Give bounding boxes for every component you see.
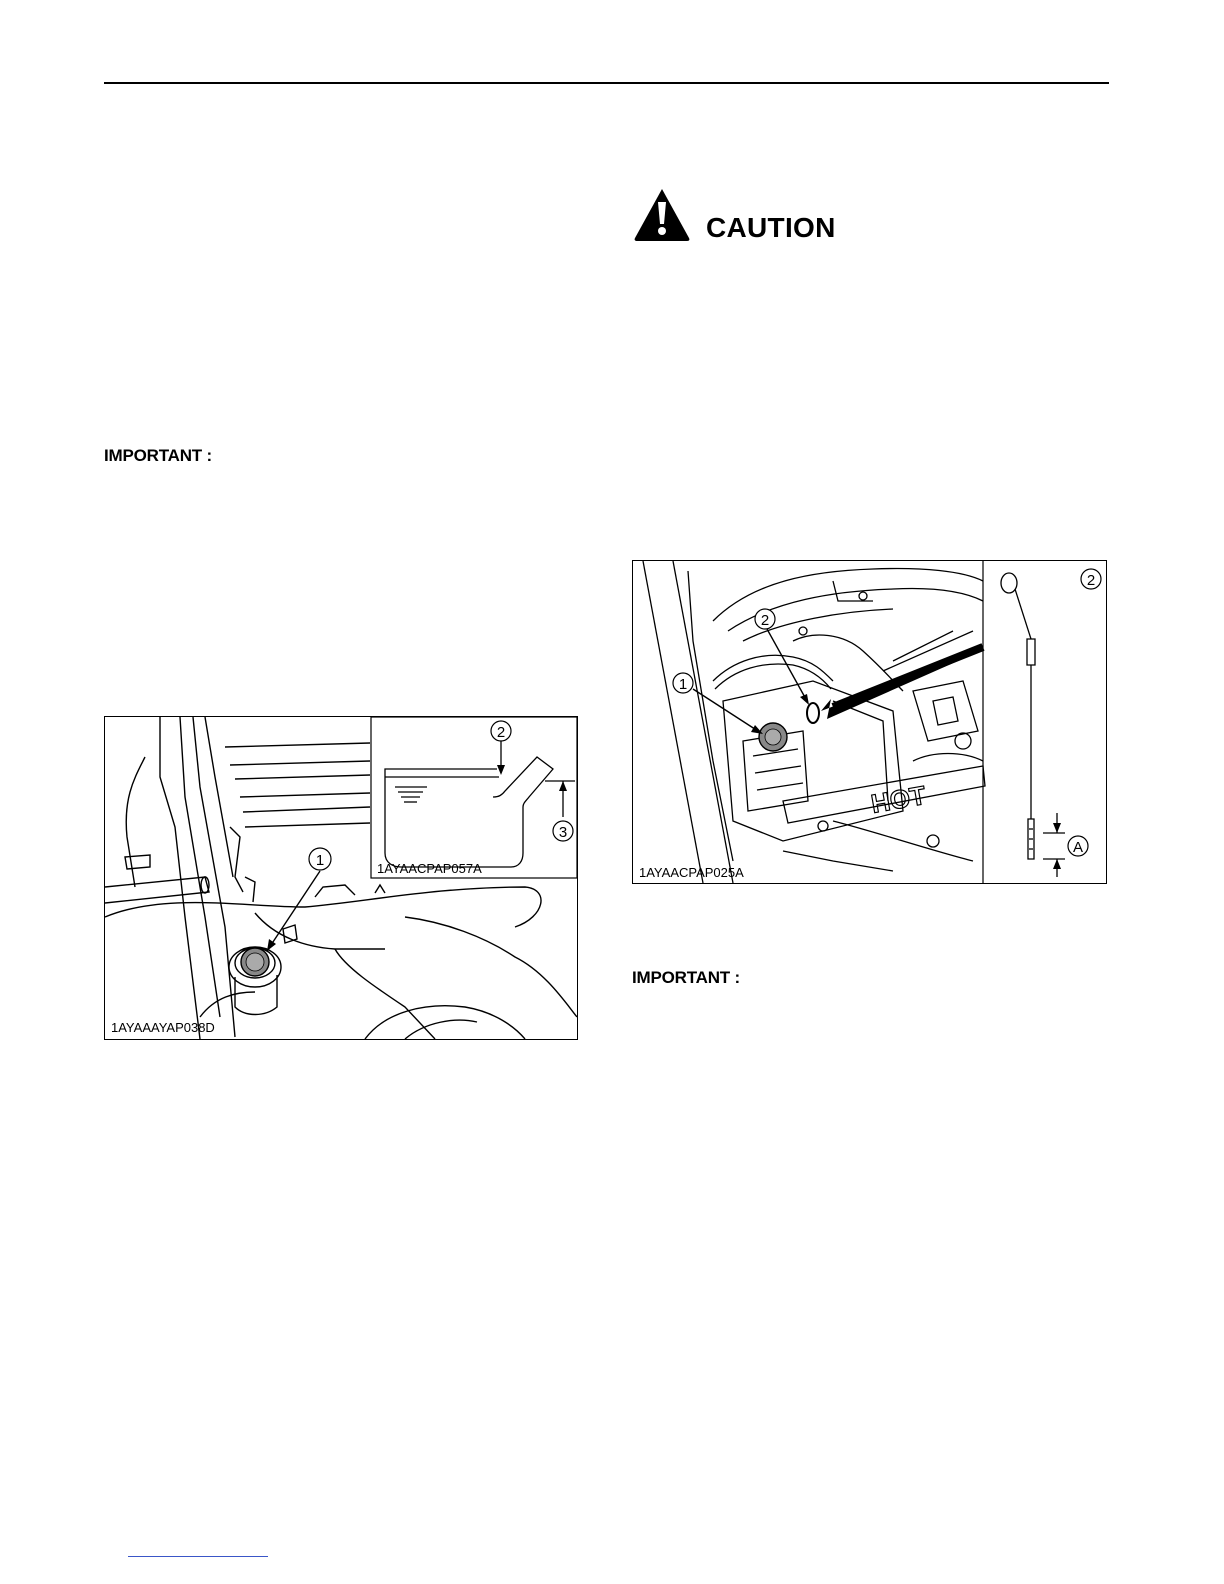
figure-code: 1AYAAAYAP038D — [111, 1020, 215, 1035]
callout-2c: 2 — [1086, 572, 1096, 589]
header-rule — [104, 82, 1109, 84]
warning-triangle-icon — [632, 186, 692, 242]
callout-2b: 2 — [760, 612, 770, 629]
engine-bay-illustration — [633, 561, 1106, 883]
figure-code-right: 1AYAACPAP025A — [639, 865, 744, 880]
callout-1b: 1 — [678, 676, 688, 693]
callout-2: 2 — [496, 724, 506, 741]
inset-figure-code: 1AYAACPAP057A — [377, 861, 482, 876]
callout-3: 3 — [558, 824, 568, 841]
fuel-tank-illustration — [105, 717, 577, 1039]
callout-a: A — [1072, 839, 1084, 856]
dipstick-figure — [632, 560, 1107, 884]
caution-heading: CAUTION — [706, 212, 836, 243]
hot-stamp: HOT — [868, 779, 929, 819]
callout-1: 1 — [315, 852, 325, 869]
important-label-left: IMPORTANT : — [104, 446, 212, 465]
fuel-tank-figure — [104, 716, 578, 1040]
footer-link-rule — [128, 1556, 268, 1557]
important-label-right: IMPORTANT : — [632, 968, 740, 987]
